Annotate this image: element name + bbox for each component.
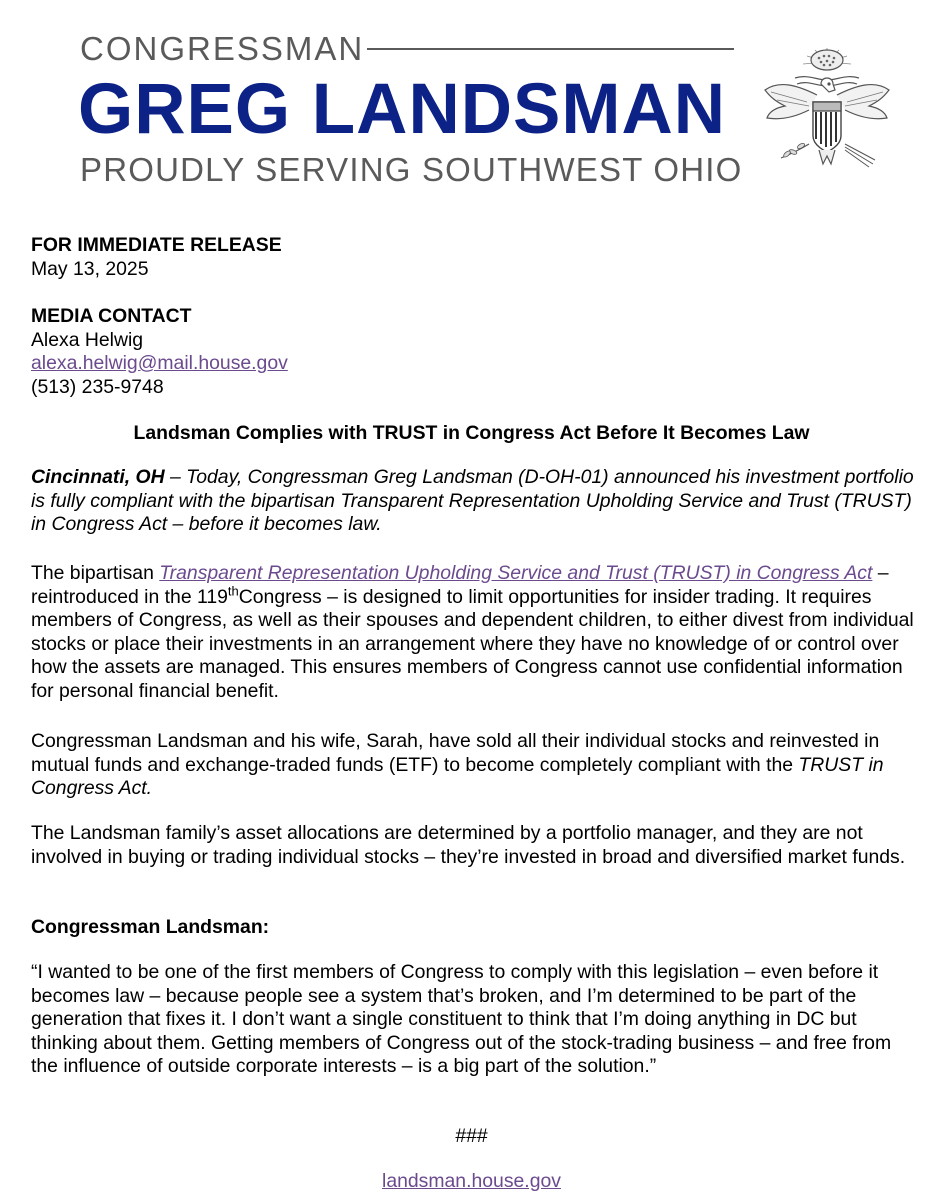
dateline-paragraph — [31, 466, 921, 537]
congressman-name: GREG LANDSMAN — [78, 70, 727, 149]
quote-label: Congressman Landsman: — [31, 916, 270, 938]
release-block — [31, 234, 921, 281]
media-contact-name: Alexa Helwig — [31, 328, 144, 351]
release-label: FOR IMMEDIATE RELEASE — [31, 234, 282, 256]
end-mark: ### — [455, 1125, 488, 1147]
trust-act-link[interactable]: Transparent Representation Upholding Service and Trust (TRUST) in Congress Act — [159, 562, 873, 584]
para2-lead: The bipartisan — [31, 562, 160, 584]
paragraph-trust-act — [31, 562, 921, 703]
letterhead-rule — [367, 48, 734, 50]
dateline-place: Cincinnati, OH — [31, 466, 165, 488]
media-contact-label: MEDIA CONTACT — [31, 305, 192, 327]
footer — [0, 1170, 943, 1193]
footer-website-link[interactable]: landsman.house.gov — [382, 1170, 561, 1192]
great-seal-eagle-icon — [757, 40, 897, 180]
para3-text: Congressman Landsman and his wife, Sarah, have sold all their individual stocks and reinvested in mutual funds and exchange-traded funds (ETF) to become completely compliant with the — [31, 730, 880, 776]
paragraph-allocations: The Landsman family’s asset allocations are determined by a portfolio manager, and they are not involved in buying or trading individual stocks – they’re invested in broad and diversified market funds. — [31, 822, 906, 868]
para2-rest: Congress – is designed to limit opportunities for insider trading. It requires members of Congress, as well as their spouses and dependent children, to either divest from individual stocks or place their investments in an arrangement where they have no knowledge of or control over how the assets are managed. This ensures members of Congress cannot use confidential information for personal financial benefit. — [31, 585, 914, 702]
release-date: May 13, 2025 — [31, 257, 149, 280]
media-contact-block — [31, 305, 921, 399]
letterhead — [0, 0, 943, 200]
media-contact-phone: (513) 235-9748 — [31, 375, 164, 398]
para2-superscript: th — [227, 583, 239, 599]
para3-italic: TRUST in Congress Act. — [31, 753, 884, 799]
para2-after-link: – reintroduced in the 119 — [31, 562, 889, 608]
letterhead-subtitle: PROUDLY SERVING SOUTHWEST OHIO — [80, 151, 743, 188]
dateline-text: – Today, Congressman Greg Landsman (D-OH-01) announced his investment portfolio is fully compliant with the bipartisan Transparent Representation Upholding Service and Trust (TRUST) in Congress Act – before it becomes law. — [31, 466, 914, 535]
quote-paragraph: “I wanted to be one of the first members of Congress to comply with this legislation – even before it becomes law – because people see a system that’s broken, and I’m determined to be part of the generation that fixes it. I don’t want a single constituent to think that I’m doing anything in DC but thinking about them. Getting members of Congress out of the stock-trading business – and free from the influence of outside corporate interests – is a big part of the solution.” — [31, 961, 892, 1077]
headline: Landsman Complies with TRUST in Congress Act Before It Becomes Law — [133, 422, 810, 444]
paragraph-compliance — [31, 730, 921, 801]
media-contact-email[interactable]: alexa.helwig@mail.house.gov — [31, 352, 288, 374]
letterhead-title: CONGRESSMAN — [80, 30, 365, 67]
